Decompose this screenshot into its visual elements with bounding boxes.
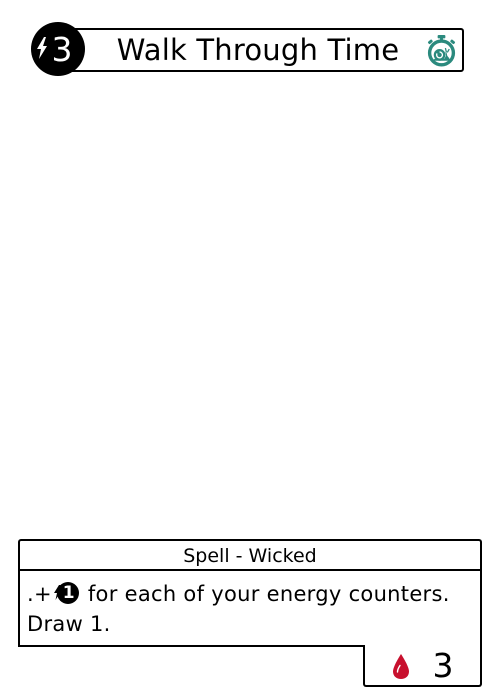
stat-box: [363, 645, 482, 687]
card-title: Walk Through Time: [116, 33, 400, 67]
blood-drop-icon: [391, 653, 411, 680]
snail-stopwatch-icon: [425, 34, 458, 68]
rules-text-box: [18, 569, 482, 647]
rules-suffix: for each of your energy counters.: [80, 582, 450, 606]
stat-value: 3: [432, 645, 454, 685]
cost-badge: [31, 22, 85, 76]
type-line: Spell - Wicked: [18, 539, 482, 571]
cost-value: 3: [51, 29, 73, 69]
rules-line-1: [27, 579, 480, 609]
rules-prefix: .+: [27, 582, 52, 606]
energy-amount: 1: [62, 583, 75, 603]
title-bar: [62, 28, 464, 72]
energy-bolt-icon: [53, 581, 79, 605]
rules-line-2: Draw 1.: [27, 612, 111, 636]
